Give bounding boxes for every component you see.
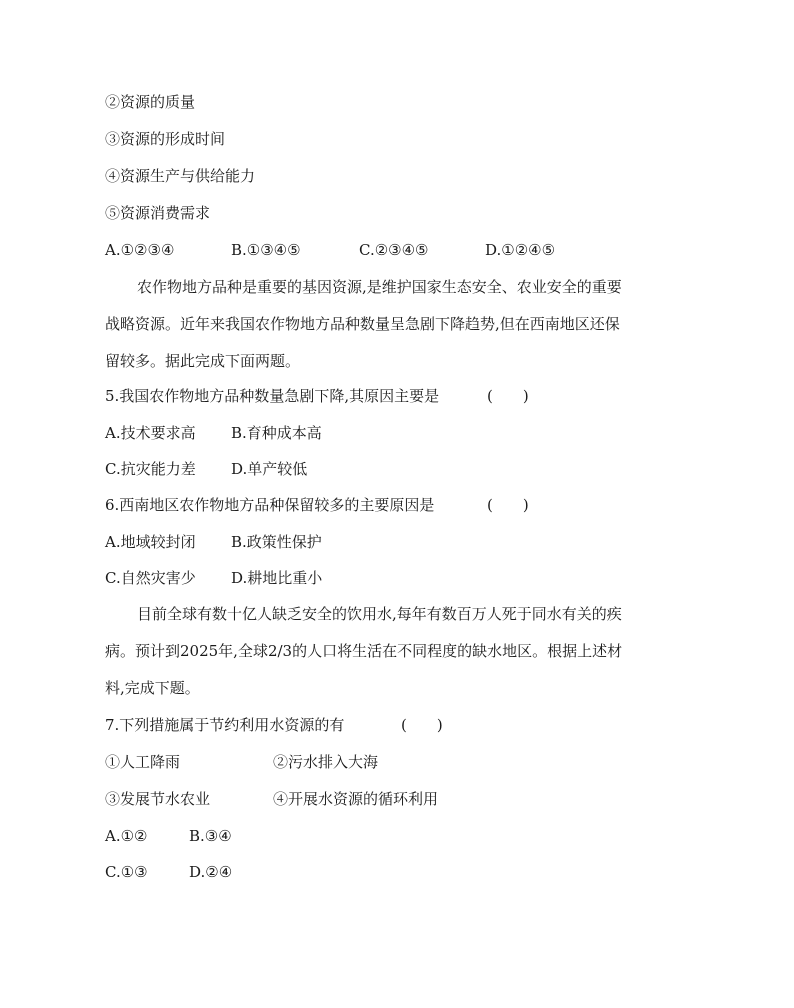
item-line-5: ⑤资源消费需求 <box>105 204 211 222</box>
q7-option-b: B.③④ <box>189 827 232 845</box>
q7-item-3: ③发展节水农业 <box>105 790 211 808</box>
item-line-4: ④资源生产与供给能力 <box>105 167 256 185</box>
q7-options-row-2 <box>105 862 405 882</box>
q5-stem-row <box>105 386 665 406</box>
q7-items-row-2 <box>105 789 665 809</box>
q6-option-c: C.自然灾害少 <box>105 569 196 587</box>
q6-options-row-2 <box>105 568 505 588</box>
q7-options-row-1 <box>105 826 405 846</box>
q5-option-c: C.抗灾能力差 <box>105 460 196 478</box>
passage2-line-3: 料,完成下题。 <box>105 679 200 697</box>
passage1-line-2: 战略资源。近年来我国农作物地方品种数量呈急剧下降趋势,但在西南地区还保 <box>105 315 620 333</box>
passage2-line-1: 目前全球有数十亿人缺乏安全的饮用水,每年有数百万人死于同水有关的疾 <box>137 605 622 623</box>
q4-options <box>105 240 665 260</box>
q7-option-c: C.①③ <box>105 863 148 881</box>
q7-option-d: D.②④ <box>189 863 233 881</box>
passage1-line-1: 农作物地方品种是重要的基因资源,是维护国家生态安全、农业安全的重要 <box>137 278 622 296</box>
q5-options-row-2 <box>105 459 505 479</box>
item-line-3: ③资源的形成时间 <box>105 130 226 148</box>
passage1-line-3: 留较多。据此完成下面两题。 <box>105 352 301 370</box>
q5-options-row-1 <box>105 423 505 443</box>
q6-stem: 6.西南地区农作物地方品种保留较多的主要原因是 <box>105 496 435 514</box>
q7-item-2: ②污水排入大海 <box>273 753 379 771</box>
q6-options-row-1 <box>105 532 505 552</box>
q4-option-b: B.①③④⑤ <box>231 241 301 259</box>
q6-option-b: B.政策性保护 <box>231 533 322 551</box>
item-line-2: ②资源的质量 <box>105 93 196 111</box>
q6-answer-bracket: ( ) <box>487 496 529 514</box>
q5-stem: 5.我国农作物地方品种数量急剧下降,其原因主要是 <box>105 387 440 405</box>
q5-option-a: A.技术要求高 <box>105 424 196 442</box>
q7-stem-row <box>105 715 665 735</box>
q4-option-a: A.①②③④ <box>105 241 175 259</box>
q7-answer-bracket: ( ) <box>401 716 443 734</box>
passage2-line-2: 病。预计到2025年,全球2/3的人口将生活在不同程度的缺水地区。根据上述材 <box>105 642 623 660</box>
q5-option-b: B.育种成本高 <box>231 424 322 442</box>
q5-answer-bracket: ( ) <box>487 387 529 405</box>
q5-option-d: D.单产较低 <box>231 460 308 478</box>
q7-stem: 7.下列措施属于节约利用水资源的有 <box>105 716 345 734</box>
q7-option-a: A.①② <box>105 827 148 845</box>
q7-items-row-1 <box>105 752 665 772</box>
q6-option-d: D.耕地比重小 <box>231 569 323 587</box>
q6-option-a: A.地域较封闭 <box>105 533 196 551</box>
q6-stem-row <box>105 495 665 515</box>
q4-option-d: D.①②④⑤ <box>485 241 556 259</box>
q7-item-1: ①人工降雨 <box>105 753 181 771</box>
q4-option-c: C.②③④⑤ <box>359 241 429 259</box>
q7-item-4: ④开展水资源的循环利用 <box>273 790 439 808</box>
